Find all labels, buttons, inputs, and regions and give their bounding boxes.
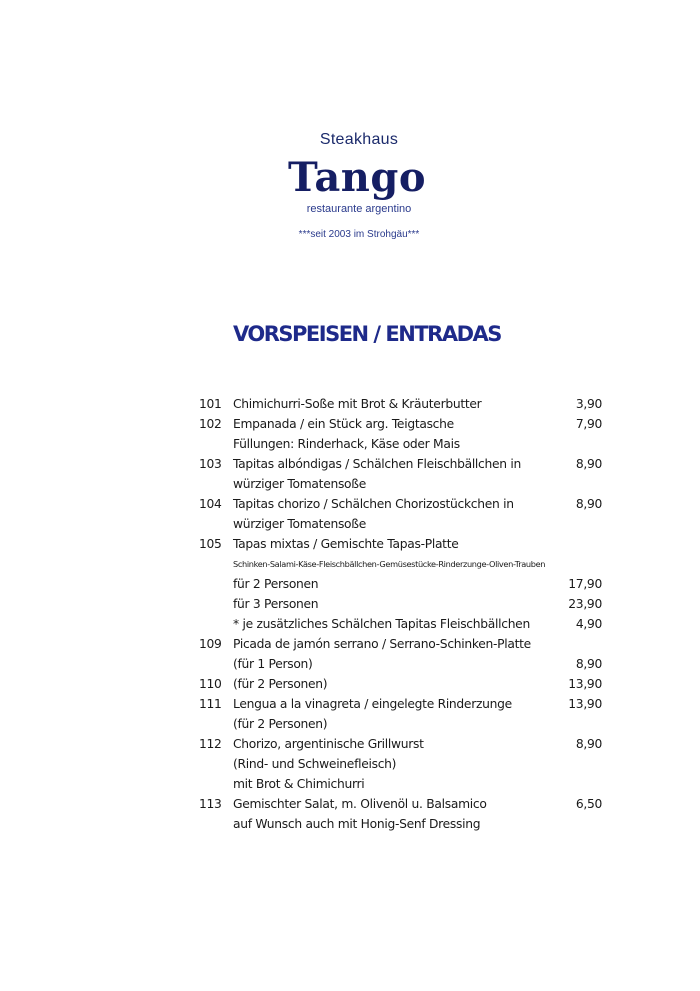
item-text: Füllungen: Rinderhack, Käse oder Mais <box>233 437 460 451</box>
section-title: VORSPEISEN / ENTRADAS <box>233 322 501 346</box>
item-text: mit Brot & Chimichurri <box>233 777 365 791</box>
item-price: 8,90 <box>575 737 602 751</box>
item-text: für 3 Personen <box>233 597 319 611</box>
item-text: (für 2 Personen) <box>233 717 328 731</box>
restaurant-type: Steakhaus <box>319 131 399 148</box>
item-price: 17,90 <box>568 577 602 591</box>
item-number: 103 <box>199 457 222 471</box>
menu-line <box>0 394 700 414</box>
item-price: 7,90 <box>575 417 602 431</box>
menu-line <box>0 414 700 434</box>
item-text: Gemischter Salat, m. Olivenöl u. Balsamico <box>233 797 487 811</box>
item-price: 8,90 <box>575 657 602 671</box>
item-number: 112 <box>199 737 222 751</box>
menu-line <box>0 674 700 694</box>
menu-line <box>0 774 700 794</box>
menu-line <box>0 434 700 454</box>
menu-line <box>0 534 700 554</box>
menu-list <box>0 394 700 834</box>
menu-line <box>0 794 700 814</box>
menu-line <box>0 554 700 574</box>
item-text: würziger Tomatensoße <box>233 517 366 531</box>
item-text: (Rind- und Schweinefleisch) <box>233 757 397 771</box>
item-price: 13,90 <box>568 677 602 691</box>
menu-line <box>0 514 700 534</box>
item-text: Empanada / ein Stück arg. Teigtasche <box>233 417 454 431</box>
item-price: 8,90 <box>575 497 602 511</box>
item-text: Schinken-Salami-Käse-Fleischbällchen-Gemüsestücke-Rinderzunge-Oliven-Trauben <box>233 559 546 569</box>
item-price: 13,90 <box>568 697 602 711</box>
menu-line <box>0 454 700 474</box>
item-text: für 2 Personen <box>233 577 319 591</box>
menu-line <box>0 474 700 494</box>
item-price: 23,90 <box>568 597 602 611</box>
item-number: 113 <box>199 797 222 811</box>
item-text: * je zusätzliches Schälchen Tapitas Fleischbällchen <box>233 617 530 631</box>
item-text: Lengua a la vinagreta / eingelegte Rinderzunge <box>233 697 512 711</box>
item-price: 6,50 <box>575 797 602 811</box>
item-price: 4,90 <box>575 617 602 631</box>
item-number: 109 <box>199 637 222 651</box>
item-number: 105 <box>199 537 222 551</box>
item-number: 102 <box>199 417 222 431</box>
menu-line <box>0 634 700 654</box>
item-text: Picada de jamón serrano / Serrano-Schinken-Platte <box>233 637 531 651</box>
item-text: (für 2 Personen) <box>233 677 328 691</box>
menu-line <box>0 714 700 734</box>
item-text: würziger Tomatensoße <box>233 477 366 491</box>
menu-line <box>0 654 700 674</box>
item-number: 110 <box>199 677 222 691</box>
menu-line <box>0 494 700 514</box>
item-text: Tapitas chorizo / Schälchen Chorizostückchen in <box>233 497 514 511</box>
restaurant-since: ***seit 2003 im Strohgäu*** <box>298 229 420 240</box>
item-text: auf Wunsch auch mit Honig-Senf Dressing <box>233 817 481 831</box>
menu-line <box>0 754 700 774</box>
item-text: Tapitas albóndigas / Schälchen Fleischbällchen in <box>233 457 521 471</box>
menu-line <box>0 614 700 634</box>
item-number: 101 <box>199 397 222 411</box>
item-text: (für 1 Person) <box>233 657 313 671</box>
restaurant-tagline: restaurante argentino <box>306 203 412 215</box>
menu-line <box>0 734 700 754</box>
item-text: Tapas mixtas / Gemischte Tapas-Platte <box>233 537 459 551</box>
menu-line <box>0 594 700 614</box>
item-text: Chimichurri-Soße mit Brot & Kräuterbutter <box>233 397 482 411</box>
item-price: 3,90 <box>575 397 602 411</box>
item-number: 104 <box>199 497 222 511</box>
restaurant-name: Tango <box>287 154 427 201</box>
item-number: 111 <box>199 697 222 711</box>
item-text: Chorizo, argentinische Grillwurst <box>233 737 424 751</box>
menu-line <box>0 694 700 714</box>
menu-line <box>0 574 700 594</box>
item-price: 8,90 <box>575 457 602 471</box>
menu-line <box>0 814 700 834</box>
